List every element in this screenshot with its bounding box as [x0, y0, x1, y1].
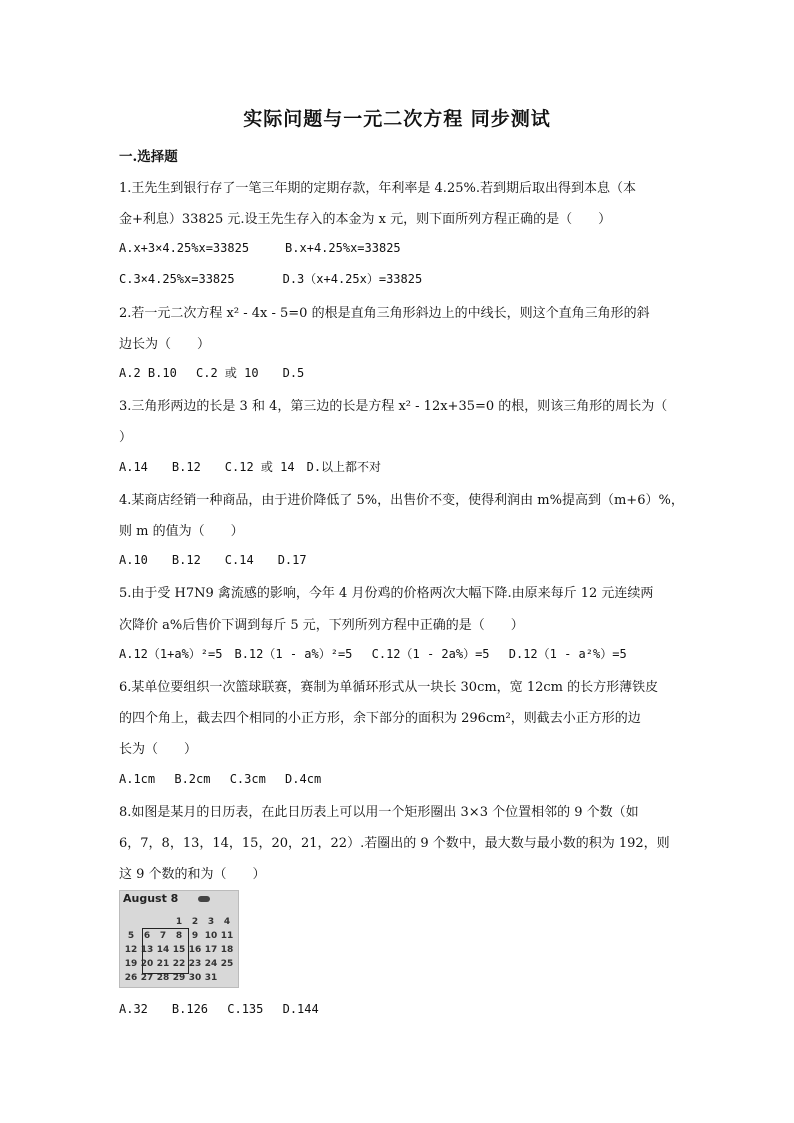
calendar-day: 22 — [172, 959, 186, 969]
q5-line2: 次降价 a%后售价下调到每斤 5 元，下列所列方程中正确的是（ ） — [119, 618, 524, 633]
calendar-day: 24 — [204, 959, 218, 969]
calendar-selection-rectangle — [142, 928, 189, 974]
calendar-image — [119, 890, 239, 988]
q6-options: A.1cm B.2cm C.3cm D.4cm — [119, 772, 322, 786]
q4-line1: 4.某商店经销一种商品，由于进价降低了 5%，出售价不变，使得利润由 m%提高到（m+6）%， — [119, 493, 684, 508]
calendar-day — [123, 915, 139, 929]
q1-line1: 1.王先生到银行存了一笔三年期的定期存款，年利率是 4.25%.若到期后取出得到本息（本 — [119, 181, 636, 196]
calendar-week — [123, 915, 235, 929]
q4-options: A.10 B.12 C.14 D.17 — [119, 553, 307, 567]
q4-line2: 则 m 的值为（ ） — [119, 524, 244, 539]
calendar-day — [139, 915, 155, 929]
calendar-day: 7 — [159, 931, 167, 941]
calendar-day: 12 — [124, 945, 138, 955]
calendar-day: 19 — [124, 959, 138, 969]
calendar-day — [219, 971, 235, 985]
calendar-day: 1 — [175, 917, 183, 927]
calendar-tag-icon — [198, 896, 210, 902]
q3-line1: 3.三角形两边的长是 3 和 4，第三边的长是方程 x² - 12x+35=0 的根，则该三角形的周长为（ — [119, 399, 668, 414]
calendar-day: 20 — [140, 959, 154, 969]
q6-line1: 6.某单位要组织一次篮球联赛，赛制为单循环形式从一块长 30cm，宽 12cm 的长方形薄铁皮 — [119, 680, 659, 695]
q5-line1: 5.由于受 H7N9 禽流感的影响，今年 4 月份鸡的价格两次大幅下降.由原来每斤 12 元连续两 — [119, 586, 654, 601]
calendar-day: 30 — [188, 973, 202, 983]
q2-line1: 2.若一元二次方程 x² - 4x - 5=0 的根是直角三角形斜边上的中线长，则这个直角三角形的斜 — [119, 306, 650, 321]
q8-line1: 8.如图是某月的日历表，在此日历表上可以用一个矩形圈出 3×3 个位置相邻的 9 个数（如 — [119, 805, 639, 820]
calendar-day: 29 — [172, 973, 186, 983]
calendar-day: 2 — [191, 917, 199, 927]
calendar-day: 18 — [220, 945, 234, 955]
calendar-day: 15 — [172, 945, 186, 955]
calendar-day: 13 — [140, 945, 154, 955]
calendar-day: 26 — [124, 973, 138, 983]
calendar-day: 3 — [207, 917, 215, 927]
calendar-day: 11 — [220, 931, 234, 941]
q8-line2: 6，7，8，13，14，15，20，21，22）.若圈出的 9 个数中，最大数与最小数的积为 192，则 — [119, 836, 670, 851]
calendar-day: 25 — [220, 959, 234, 969]
calendar-day: 31 — [204, 973, 218, 983]
calendar-day: 16 — [188, 945, 202, 955]
q1-options-ab: A.x+3×4.25%x=33825 B.x+4.25%x=33825 — [119, 241, 401, 255]
calendar-day: 28 — [156, 973, 170, 983]
calendar-day: 6 — [143, 931, 151, 941]
calendar-day: 27 — [140, 973, 154, 983]
q6-line2: 的四个角上，截去四个相同的小正方形，余下部分的面积为 296cm²，则截去小正方形的边 — [119, 711, 641, 726]
q1-options-cd: C.3×4.25%x=33825 D.3（x+4.25x）=33825 — [119, 272, 423, 286]
q2-options: A.2 B.10 C.2 或 10 D.5 — [119, 366, 305, 380]
calendar-day: 21 — [156, 959, 170, 969]
calendar-day: 23 — [188, 959, 202, 969]
calendar-day: 4 — [223, 917, 231, 927]
q8-line3: 这 9 个数的和为（ ） — [119, 867, 266, 882]
q8-options: A.32 B.126 C.135 D.144 — [119, 1002, 319, 1016]
calendar-day — [155, 915, 171, 929]
q6-line3: 长为（ ） — [119, 742, 198, 757]
calendar-day: 14 — [156, 945, 170, 955]
page-title: 实际问题与一元二次方程 同步测试 — [243, 108, 551, 130]
q3-line2: ） — [119, 430, 133, 445]
q3-options: A.14 B.12 C.12 或 14 D.以上都不对 — [119, 460, 382, 474]
q1-line2: 金+利息）33825 元.设王先生存入的本金为 x 元，则下面所列方程正确的是（ ） — [119, 212, 612, 227]
calendar-day: 8 — [175, 931, 183, 941]
calendar-day: 17 — [204, 945, 218, 955]
calendar-day: 5 — [127, 931, 135, 941]
calendar-day: 9 — [191, 931, 199, 941]
calendar-title: August 8 — [123, 892, 179, 905]
q2-line2: 边长为（ ） — [119, 337, 211, 352]
section-heading: 一.选择题 — [119, 149, 178, 165]
q5-options: A.12（1+a%）²=5 B.12（1 - a%）²=5 C.12（1 - 2a%）=5 D.12（1 - a²%）=5 — [119, 647, 627, 661]
calendar-day: 10 — [204, 931, 218, 941]
